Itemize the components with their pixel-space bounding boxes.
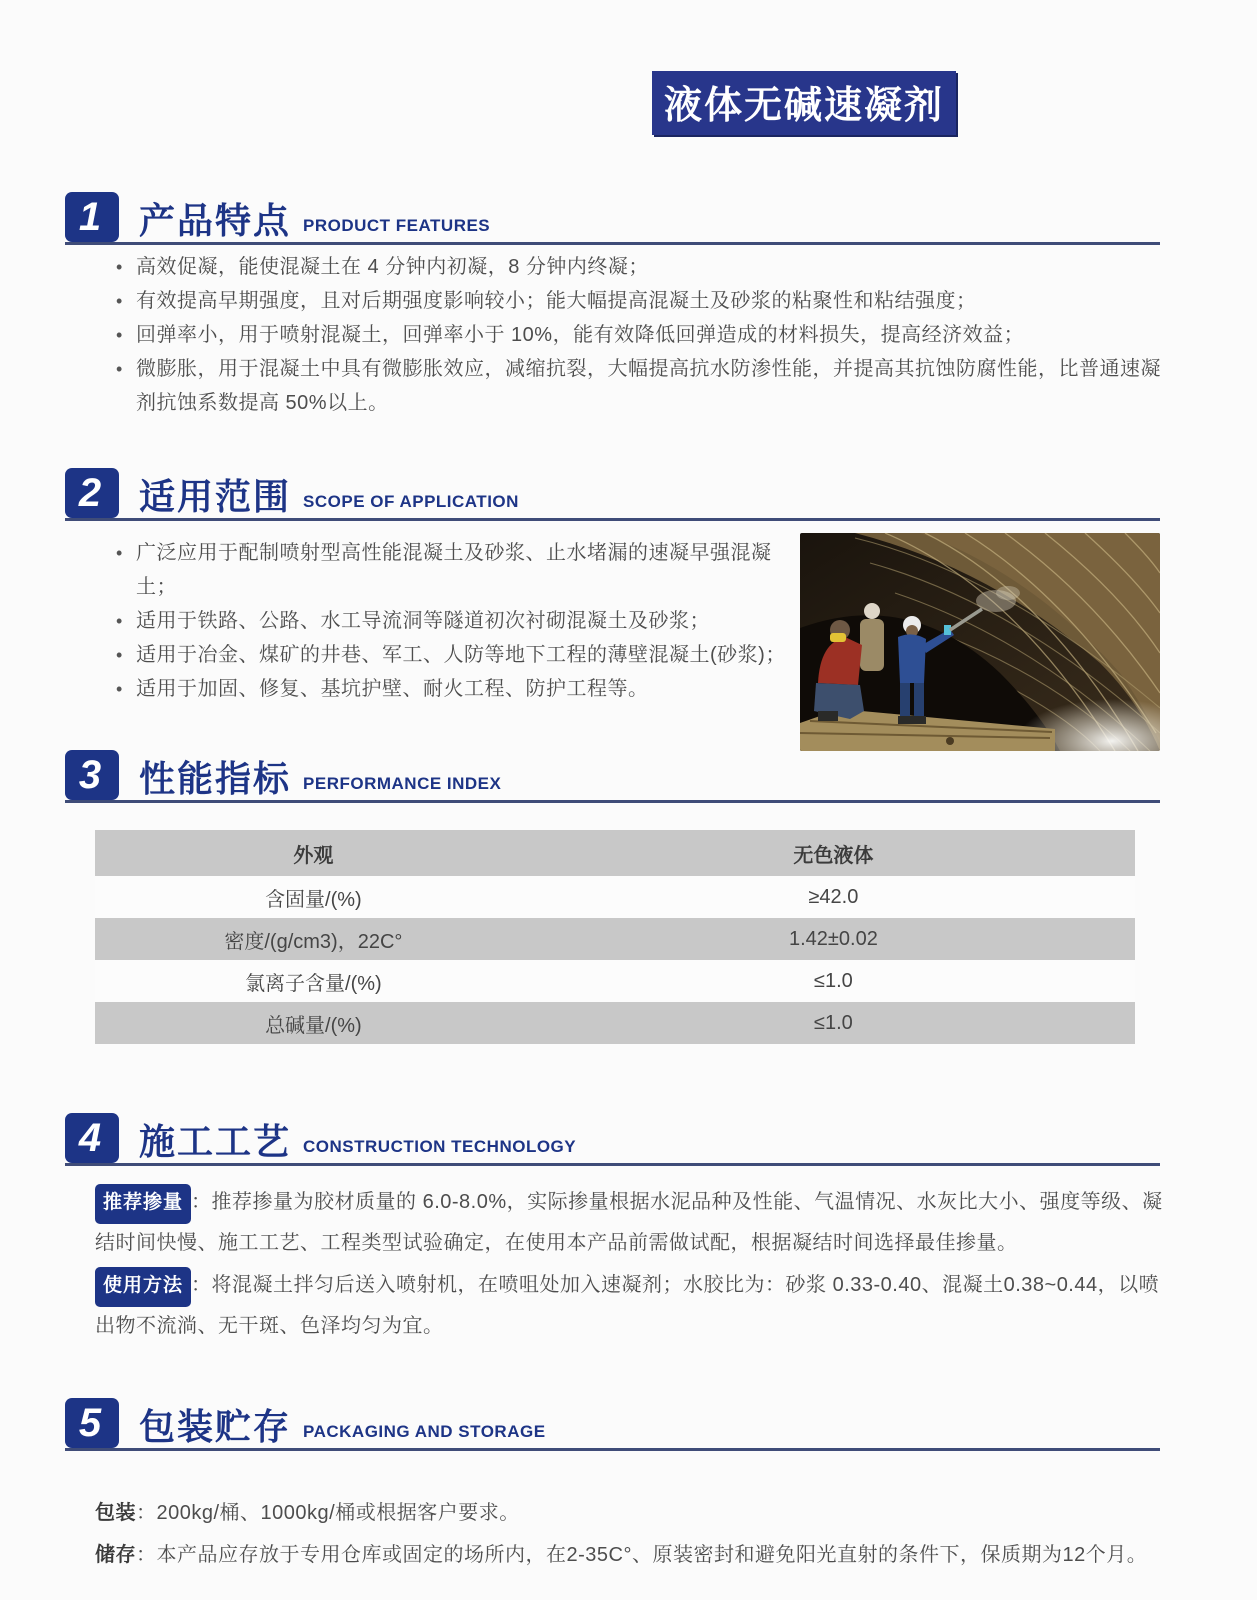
performance-index-table xyxy=(95,830,1135,1044)
section-number-badge: 2 xyxy=(65,468,119,518)
list-item: • 回弹率小，用于喷射混凝土，回弹率小于 10%，能有效降低回弹造成的材料损失，提高经济效益； xyxy=(112,318,1162,352)
tunnel-construction-photo xyxy=(800,533,1160,751)
usage-text: ：将混凝土拌匀后送入喷射机，在喷咀处加入速凝剂；水胶比为：砂浆 0.33-0.40、混凝土0.38~0.44，以喷出物不流淌、无干斑、色泽均匀为宜。 xyxy=(95,1274,1160,1337)
table-row xyxy=(95,1002,1135,1044)
table-cell: ≥42.0 xyxy=(808,885,859,908)
product-features-list xyxy=(112,250,1162,420)
section-title: 施工工艺 xyxy=(139,1121,292,1162)
usage-paragraph xyxy=(95,1266,1165,1345)
table-row xyxy=(95,876,1135,918)
table-cell: ≤1.0 xyxy=(814,1011,853,1034)
section-title: 包装贮存 xyxy=(139,1406,292,1447)
storage-label: 储存 xyxy=(95,1544,136,1566)
table-cell: ≤1.0 xyxy=(814,969,853,992)
table-header-row xyxy=(95,830,1135,876)
list-item: • 微膨胀，用于混凝土中具有微膨胀效应，减缩抗裂，大幅提高抗水防渗性能，并提高其抗蚀防腐性能，比普通速凝剂抗蚀系数提高 50%以上。 xyxy=(112,352,1162,420)
recommended-dosage-label: 推荐掺量 xyxy=(95,1184,191,1224)
usage-method-label: 使用方法 xyxy=(95,1267,191,1307)
section-4-header xyxy=(65,1113,1160,1166)
scope-of-application-list xyxy=(112,536,802,706)
section-number-badge: 5 xyxy=(65,1398,119,1448)
table-row xyxy=(95,918,1135,960)
section-subtitle-en: PRODUCT FEATURES xyxy=(303,216,491,235)
list-item: • 有效提高早期强度，且对后期强度影响较小；能大幅提高混凝土及砂浆的粘聚性和粘结强度； xyxy=(112,284,1162,318)
section-number-badge: 4 xyxy=(65,1113,119,1163)
list-item: • 适用于冶金、煤矿的井巷、军工、人防等地下工程的薄壁混凝土(砂浆)； xyxy=(112,638,802,672)
section-title: 产品特点 xyxy=(139,200,292,241)
list-item: • 高效促凝，能使混凝土在 4 分钟内初凝，8 分钟内终凝； xyxy=(112,250,1162,284)
section-number-badge: 1 xyxy=(65,192,119,242)
section-subtitle-en: CONSTRUCTION TECHNOLOGY xyxy=(303,1137,577,1156)
table-header-cell: 无色液体 xyxy=(793,844,874,867)
section-title: 适用范围 xyxy=(139,476,292,517)
packaging-text: ：200kg/桶、1000kg/桶或根据客户要求。 xyxy=(136,1502,520,1524)
table-row xyxy=(95,960,1135,1002)
section-subtitle-en: PERFORMANCE INDEX xyxy=(303,774,502,793)
table-cell: 总碱量/(%) xyxy=(265,1014,362,1037)
list-item: • 适用于铁路、公路、水工导流洞等隧道初次衬砌混凝土及砂浆； xyxy=(112,604,802,638)
section-subtitle-en: PACKAGING AND STORAGE xyxy=(303,1422,546,1441)
section-title: 性能指标 xyxy=(139,758,292,799)
storage-line xyxy=(95,1534,1185,1576)
section-3-header xyxy=(65,750,1160,803)
table-header-cell: 外观 xyxy=(293,844,334,867)
section-subtitle-en: SCOPE OF APPLICATION xyxy=(303,492,519,511)
page-title: 液体无碱速凝剂 xyxy=(652,71,956,135)
section-5-header xyxy=(65,1398,1160,1451)
table-cell: 1.42±0.02 xyxy=(788,927,878,950)
table-cell: 氯离子含量/(%) xyxy=(245,972,382,995)
table-cell: 含固量/(%) xyxy=(265,888,362,911)
construction-technology-text xyxy=(95,1183,1165,1349)
packaging-storage-text xyxy=(95,1492,1185,1576)
section-2-header xyxy=(65,468,1160,521)
list-item: • 适用于加固、修复、基坑护壁、耐火工程、防护工程等。 xyxy=(112,672,802,706)
tunnel-photo-graphic xyxy=(800,533,1160,751)
table-cell: 密度/(g/cm3)，22C° xyxy=(224,930,403,953)
storage-text: ：本产品应存放于专用仓库或固定的场所内，在2-35C°、原装密封和避免阳光直射的条件下，保质期为12个月。 xyxy=(136,1544,1148,1566)
dosage-text: ：推荐掺量为胶材质量的 6.0-8.0%，实际掺量根据水泥品种及性能、气温情况、水灰比大小、强度等级、凝结时间快慢、施工工艺、工程类型试验确定，在使用本产品前需做试配，根据凝结时间选择最佳掺量。 xyxy=(95,1191,1163,1254)
packaging-line xyxy=(95,1492,1185,1534)
packaging-label: 包装 xyxy=(95,1502,136,1524)
section-1-header xyxy=(65,192,1160,245)
list-item: • 广泛应用于配制喷射型高性能混凝土及砂浆、止水堵漏的速凝早强混凝土； xyxy=(112,536,802,604)
section-number-badge: 3 xyxy=(65,750,119,800)
dosage-paragraph xyxy=(95,1183,1165,1262)
